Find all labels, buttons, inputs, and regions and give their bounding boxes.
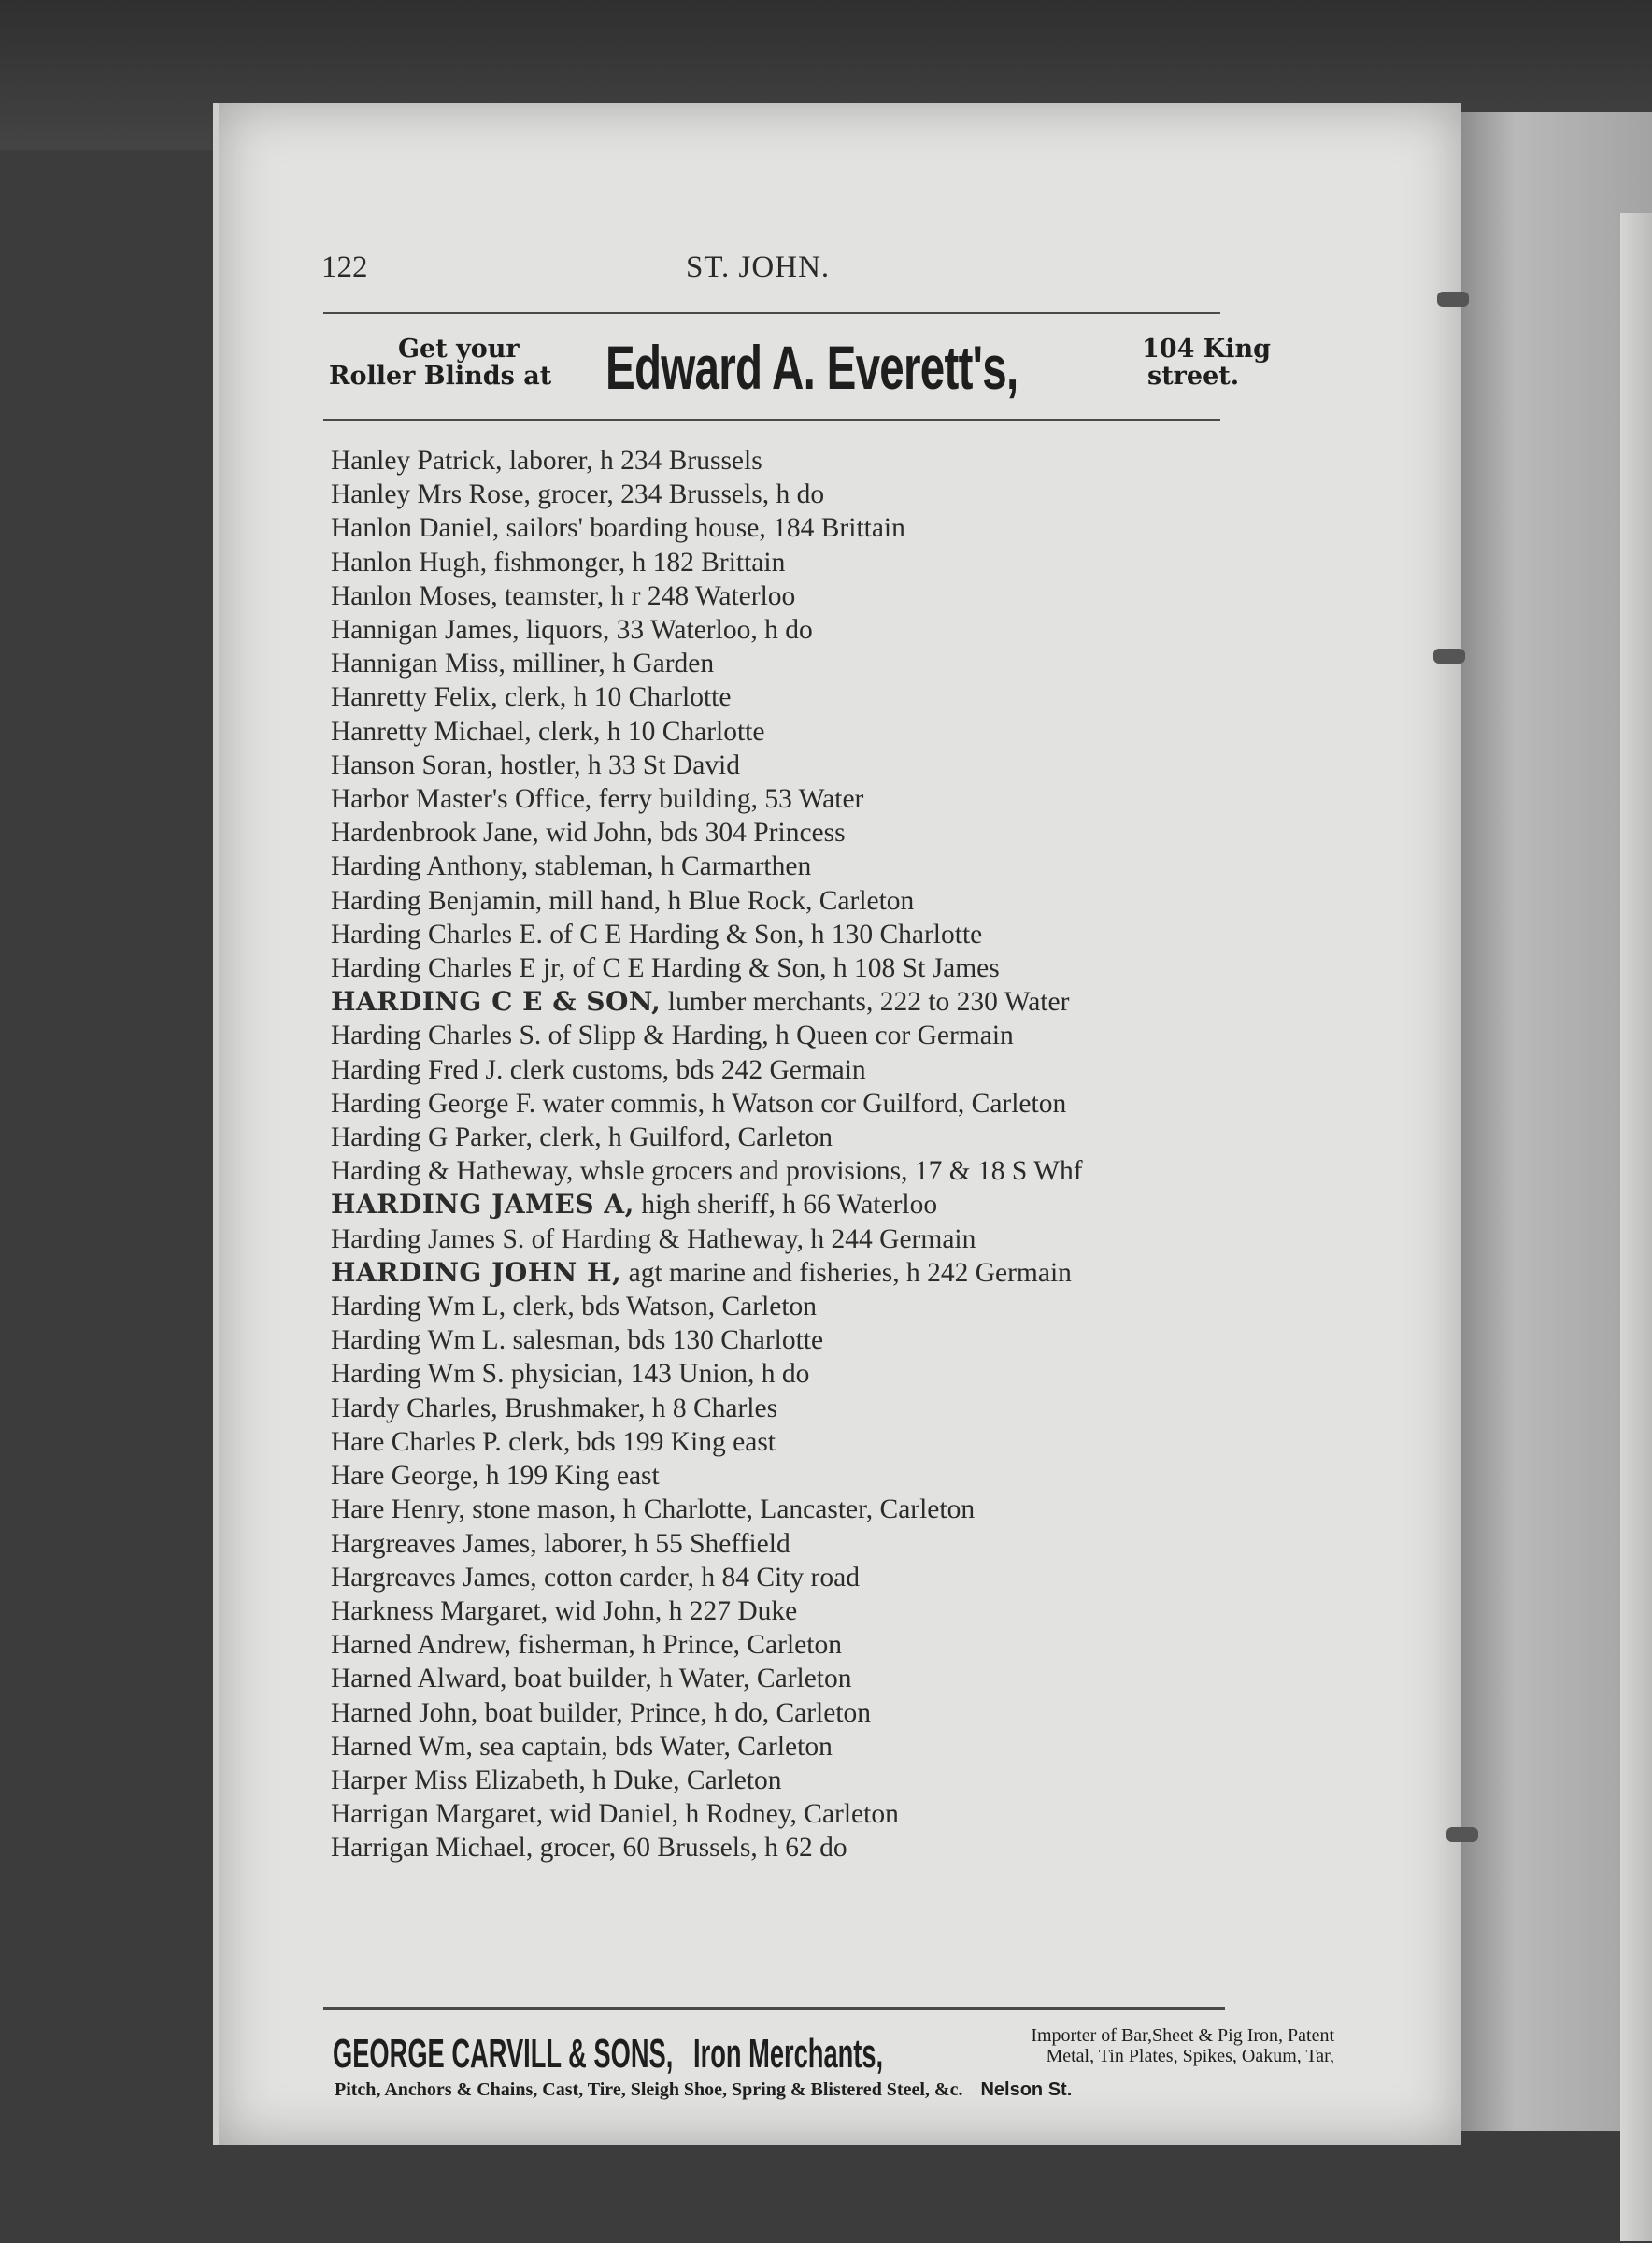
entry-text: Harding Anthony, stableman, h Carmarthen: [331, 851, 812, 882]
entry-text: agt marine and fisheries, h 242 Germain: [621, 1257, 1072, 1288]
directory-entry: [331, 1527, 1321, 1561]
entry-text: Hanretty Felix, clerk, h 10 Charlotte: [331, 682, 732, 713]
entry-text: Harkness Margaret, wid John, h 227 Duke: [331, 1595, 798, 1626]
directory-entry: [331, 1730, 1321, 1764]
binding-clip: [1446, 1827, 1478, 1842]
ad-top-right-line2: street.: [1147, 362, 1240, 391]
directory-entry: [331, 1594, 1321, 1628]
directory-entry: [331, 1154, 1321, 1188]
ad-top-right-line1: 104 King: [1142, 335, 1271, 364]
ad-top-name: Edward A. Everett's,: [605, 333, 1018, 402]
directory-entry: [331, 850, 1321, 883]
entry-text: Hardy Charles, Brushmaker, h 8 Charles: [331, 1393, 778, 1423]
header-rule: [323, 312, 1220, 314]
ad-bottom-products: Pitch, Anchors & Chains, Cast, Tire, Sleigh Shoe, Spring & Blistered Steel, &c.: [335, 2079, 963, 2100]
bottom-advertisement: [333, 2023, 1334, 2100]
entry-text: Hardenbrook Jane, wid John, bds 304 Princess: [331, 818, 846, 849]
entry-text: Hargreaves James, cotton carder, h 84 City road: [331, 1562, 860, 1593]
directory-entry: [331, 647, 1321, 680]
entry-text: Hanretty Michael, clerk, h 10 Charlotte: [331, 716, 765, 747]
directory-page: [213, 103, 1461, 2145]
entry-text: Harding Fred J. clerk customs, bds 242 Germain: [331, 1054, 866, 1085]
directory-entry: [331, 1222, 1321, 1256]
binding-clip: [1437, 292, 1469, 307]
directory-entry: [331, 444, 1321, 478]
entry-text: Hare Henry, stone mason, h Charlotte, Lancaster, Carleton: [331, 1494, 976, 1525]
directory-entry: [331, 1493, 1321, 1526]
directory-entry: [331, 918, 1321, 951]
entry-text: Hargreaves James, laborer, h 55 Sheffield: [331, 1528, 790, 1559]
entry-text: Harned Andrew, fisherman, h Prince, Carleton: [331, 1630, 842, 1661]
ad-bottom-trade: Iron Merchants,: [693, 2031, 884, 2077]
entry-text: lumber merchants, 222 to 230 Water: [661, 987, 1070, 1018]
directory-entry: [331, 1357, 1321, 1391]
ad-bottom-desc-line2: Metal, Tin Plates, Spikes, Oakum, Tar,: [1046, 2046, 1334, 2066]
entry-bold-name: HARDING JOHN H,: [331, 1256, 622, 1288]
entry-text: Harper Miss Elizabeth, h Duke, Carleton: [331, 1764, 782, 1795]
directory-entry: [331, 1459, 1321, 1493]
entry-bold-name: HARDING C E & SON,: [331, 986, 662, 1018]
entry-text: Harding George F. water commis, h Watson cor Guilford, Carleton: [331, 1088, 1067, 1119]
entry-text: Harned Alward, boat builder, h Water, Carleton: [331, 1664, 852, 1694]
entry-text: high sheriff, h 66 Waterloo: [634, 1190, 938, 1221]
entry-text: Harbor Master's Office, ferry building, 53 Water: [331, 784, 864, 815]
entry-text: Harding Charles E jr, of C E Harding & Son, h 108 St James: [331, 953, 1000, 984]
entry-text: Harding Wm L, clerk, bds Watson, Carleton: [331, 1292, 818, 1322]
ad-bottom-line2: [335, 2079, 1072, 2101]
ad-bottom-address: Nelson St.: [980, 2079, 1073, 2100]
entry-text: Hannigan James, liquors, 33 Waterloo, h do: [331, 615, 813, 646]
directory-entry: [331, 1121, 1321, 1154]
directory-entry: [331, 511, 1321, 545]
directory-entry: [331, 749, 1321, 782]
directory-entry: [331, 1019, 1321, 1052]
entry-text: Harrigan Michael, grocer, 60 Brussels, h 62 do: [331, 1833, 847, 1864]
entry-text: Harrigan Margaret, wid Daniel, h Rodney, Carleton: [331, 1799, 899, 1830]
entry-text: Hare George, h 199 King east: [331, 1461, 660, 1492]
directory-entry: [331, 1696, 1321, 1730]
directory-entry: [331, 1662, 1321, 1695]
ad-top-left-line1: Get your: [398, 335, 520, 364]
entry-text: Hanlon Hugh, fishmonger, h 182 Brittain: [331, 547, 786, 578]
entry-text: Harding Benjamin, mill hand, h Blue Rock, Carleton: [331, 885, 915, 916]
directory-entry: [331, 1188, 1321, 1222]
directory-entry: [331, 1831, 1321, 1864]
directory-entry: [331, 816, 1321, 850]
directory-entry: [331, 1290, 1321, 1323]
ad-bottom-desc-line1: Importer of Bar,Sheet & Pig Iron, Patent: [1031, 2025, 1334, 2046]
entry-text: Hanley Patrick, laborer, h 234 Brussels: [331, 446, 762, 476]
ad-bottom-name: GEORGE CARVILL & SONS,: [333, 2031, 674, 2077]
entry-text: Harding Charles S. of Slipp & Harding, h Queen cor Germain: [331, 1021, 1014, 1051]
directory-entry: [331, 1561, 1321, 1594]
entry-text: Hanson Soran, hostler, h 33 St David: [331, 750, 741, 780]
entry-text: Hannigan Miss, milliner, h Garden: [331, 649, 715, 679]
directory-entry: [331, 478, 1321, 511]
directory-entry: [331, 613, 1321, 647]
entry-bold-name: HARDING JAMES A,: [331, 1189, 634, 1221]
entry-text: Hanlon Moses, teamster, h r 248 Waterloo: [331, 580, 796, 611]
entry-text: Hare Charles P. clerk, bds 199 King east: [331, 1426, 776, 1457]
directory-entry: [331, 1425, 1321, 1459]
directory-entry: [331, 680, 1321, 714]
directory-entry: [331, 546, 1321, 579]
directory-entry: [331, 1323, 1321, 1357]
entry-text: Hanley Mrs Rose, grocer, 234 Brussels, h do: [331, 479, 825, 510]
directory-entry: [331, 782, 1321, 816]
binding-clip: [1433, 649, 1465, 664]
entry-text: Harned John, boat builder, Prince, h do, Carleton: [331, 1697, 872, 1728]
directory-entry: [331, 1628, 1321, 1662]
page-header: [321, 250, 1303, 297]
directory-entry: [331, 1053, 1321, 1087]
directory-entry: [331, 579, 1321, 613]
directory-entry: [331, 715, 1321, 749]
entry-text: Harned Wm, sea captain, bds Water, Carleton: [331, 1731, 833, 1762]
entry-text: Harding G Parker, clerk, h Guilford, Carleton: [331, 1122, 833, 1153]
ad-top-rule: [323, 419, 1220, 421]
entry-text: Harding James S. of Harding & Hatheway, h 244 Germain: [331, 1223, 976, 1254]
directory-entry: [331, 884, 1321, 918]
entry-text: Harding Wm L. salesman, bds 130 Charlotte: [331, 1325, 824, 1356]
directory-entry: [331, 1256, 1321, 1290]
ad-bottom-rule: [323, 2007, 1225, 2010]
entry-text: Hanlon Daniel, sailors' boarding house, 184 Brittain: [331, 513, 905, 544]
directory-entry: [331, 1764, 1321, 1797]
directory-entry: [331, 1797, 1321, 1831]
directory-entry: [331, 985, 1321, 1019]
top-advertisement: [329, 332, 1310, 407]
directory-listings: [331, 444, 1321, 1865]
directory-entry: [331, 951, 1321, 985]
directory-entry: [331, 1087, 1321, 1121]
entry-text: Harding Wm S. physician, 143 Union, h do: [331, 1359, 810, 1390]
running-head: ST. JOHN.: [686, 250, 831, 284]
ad-bottom-description: [942, 2025, 1334, 2066]
entry-text: Harding & Hatheway, whsle grocers and provisions, 17 & 18 S Whf: [331, 1156, 1083, 1187]
page-number: 122: [321, 250, 368, 284]
page-gutter-shadow: [1620, 213, 1652, 2241]
directory-entry: [331, 1392, 1321, 1425]
entry-text: Harding Charles E. of C E Harding & Son, h 130 Charlotte: [331, 919, 983, 950]
ad-top-left-line2: Roller Blinds at: [329, 362, 552, 391]
